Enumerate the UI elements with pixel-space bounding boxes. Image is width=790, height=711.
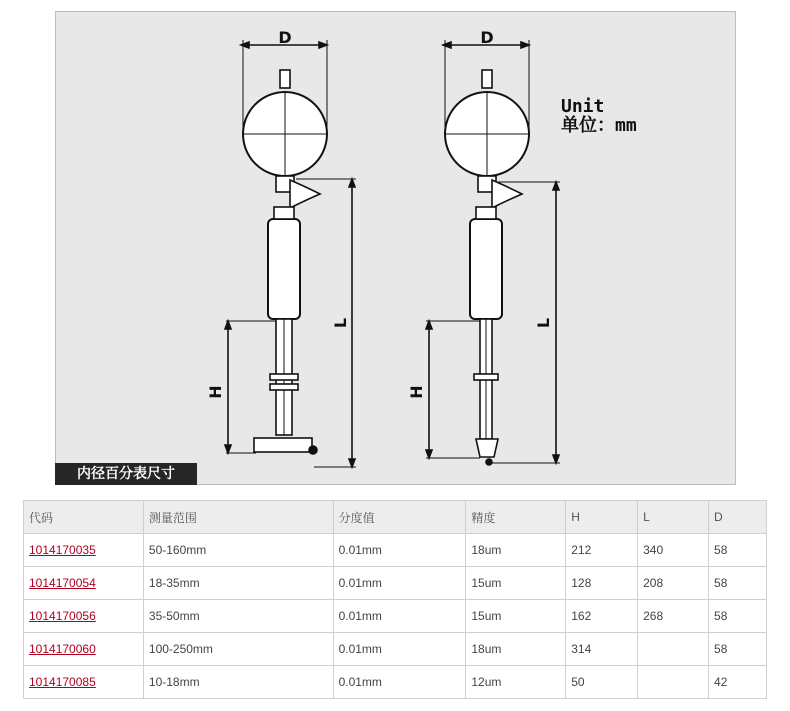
table-row bbox=[24, 666, 767, 699]
dimension-l-label: L bbox=[331, 317, 350, 329]
cell-range: 35-50mm bbox=[143, 600, 333, 633]
bore-gauge-drawing bbox=[56, 12, 737, 486]
product-code-link[interactable]: 1014170056 bbox=[29, 609, 96, 623]
table-row bbox=[24, 567, 767, 600]
cell-d: 58 bbox=[709, 534, 767, 567]
column-header-l: L bbox=[638, 501, 709, 534]
column-header-accuracy: 精度 bbox=[466, 501, 566, 534]
product-code-link[interactable]: 1014170035 bbox=[29, 543, 96, 557]
cell-h: 212 bbox=[566, 534, 638, 567]
cell-range: 100-250mm bbox=[143, 633, 333, 666]
cell-l: 208 bbox=[638, 567, 709, 600]
gauge-drawing-right bbox=[407, 28, 560, 465]
cell-accuracy: 15um bbox=[466, 567, 566, 600]
cell-accuracy: 18um bbox=[466, 633, 566, 666]
cell-h: 50 bbox=[566, 666, 638, 699]
cell-division: 0.01mm bbox=[333, 633, 466, 666]
column-header-code: 代码 bbox=[24, 501, 144, 534]
cell-range: 50-160mm bbox=[143, 534, 333, 567]
unit-label bbox=[561, 97, 637, 135]
table-row bbox=[24, 633, 767, 666]
cell-division: 0.01mm bbox=[333, 666, 466, 699]
figure-caption: 内径百分表尺寸 bbox=[55, 463, 197, 485]
dimension-figure bbox=[55, 11, 736, 485]
product-code-link[interactable]: 1014170085 bbox=[29, 675, 96, 689]
cell-l: 268 bbox=[638, 600, 709, 633]
table-row bbox=[24, 600, 767, 633]
dimension-d-label: D bbox=[278, 28, 292, 47]
spec-table bbox=[23, 500, 767, 699]
dimension-h-label: H bbox=[206, 385, 225, 399]
cell-d: 58 bbox=[709, 600, 767, 633]
gauge-drawing-left bbox=[206, 28, 356, 467]
cell-l bbox=[638, 666, 709, 699]
column-header-d: D bbox=[709, 501, 767, 534]
cell-accuracy: 18um bbox=[466, 534, 566, 567]
cell-range: 10-18mm bbox=[143, 666, 333, 699]
column-header-division: 分度值 bbox=[333, 501, 466, 534]
cell-h: 128 bbox=[566, 567, 638, 600]
product-code-link[interactable]: 1014170060 bbox=[29, 642, 96, 656]
table-header-row bbox=[24, 501, 767, 534]
dimension-d-label: D bbox=[480, 28, 494, 47]
cell-accuracy: 15um bbox=[466, 600, 566, 633]
dimension-h-label: H bbox=[407, 385, 426, 399]
cell-division: 0.01mm bbox=[333, 534, 466, 567]
cell-d: 42 bbox=[709, 666, 767, 699]
cell-d: 58 bbox=[709, 567, 767, 600]
product-code-link[interactable]: 1014170054 bbox=[29, 576, 96, 590]
table-row bbox=[24, 534, 767, 567]
cell-division: 0.01mm bbox=[333, 567, 466, 600]
cell-division: 0.01mm bbox=[333, 600, 466, 633]
cell-accuracy: 12um bbox=[466, 666, 566, 699]
unit-label-cn: 单位：mm bbox=[561, 115, 637, 136]
cell-l bbox=[638, 633, 709, 666]
cell-d: 58 bbox=[709, 633, 767, 666]
cell-l: 340 bbox=[638, 534, 709, 567]
cell-h: 314 bbox=[566, 633, 638, 666]
cell-h: 162 bbox=[566, 600, 638, 633]
unit-label-en: Unit bbox=[561, 96, 605, 117]
cell-range: 18-35mm bbox=[143, 567, 333, 600]
column-header-h: H bbox=[566, 501, 638, 534]
column-header-range: 测量范围 bbox=[143, 501, 333, 534]
dimension-l-label: L bbox=[534, 317, 553, 329]
